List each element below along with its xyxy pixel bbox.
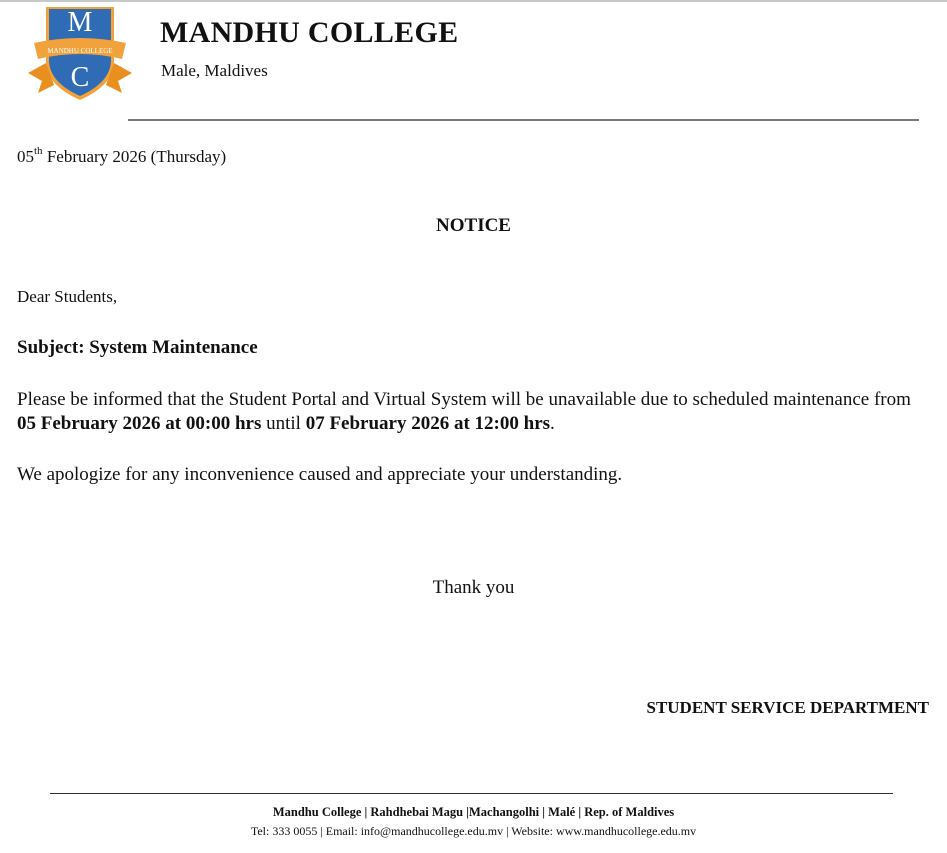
footer-address: Mandhu College | Rahdhebai Magu |Machangolhi | Malé | Rep. of Maldives <box>272 805 675 819</box>
maintenance-start: 05 February 2026 at 00:00 hrs <box>17 413 262 434</box>
date-rest: February 2026 (Thursday) <box>42 147 227 166</box>
page-top-border <box>0 0 947 2</box>
body-text-3: . <box>550 413 555 434</box>
logo-banner-text: MANDHU COLLEGE <box>47 47 113 55</box>
body-text-2: until <box>261 413 306 434</box>
body-text-1: Please be informed that the Student Portal and Virtual System will be unavailable due to scheduled maintenance from <box>17 389 911 410</box>
date-day: 05 <box>17 147 34 166</box>
logo-letter-m: M <box>67 7 93 38</box>
apology-paragraph: We apologize for any inconvenience caused and appreciate your understanding. <box>17 464 623 485</box>
logo-letter-c: C <box>70 62 90 93</box>
maintenance-end: 07 February 2026 at 12:00 hrs <box>305 413 551 434</box>
closing-thanks: Thank you <box>432 577 515 598</box>
footer-divider <box>50 793 893 794</box>
department-signature: STUDENT SERVICE DEPARTMENT <box>646 698 929 717</box>
date-suffix: th <box>34 145 43 158</box>
notice-title: NOTICE <box>436 215 511 236</box>
salutation: Dear Students, <box>17 287 118 306</box>
maintenance-paragraph <box>17 388 927 436</box>
notice-date <box>17 147 226 167</box>
footer-contact: Tel: 333 0055 | Email: info@mandhucollege.edu.mv | Website: www.mandhucollege.edu.mv <box>250 824 697 838</box>
header-divider <box>128 119 919 121</box>
college-name: MANDHU COLLEGE <box>160 16 459 49</box>
subject-line: Subject: System Maintenance <box>17 337 258 358</box>
college-location: Male, Maldives <box>161 61 268 80</box>
college-logo <box>26 3 134 103</box>
